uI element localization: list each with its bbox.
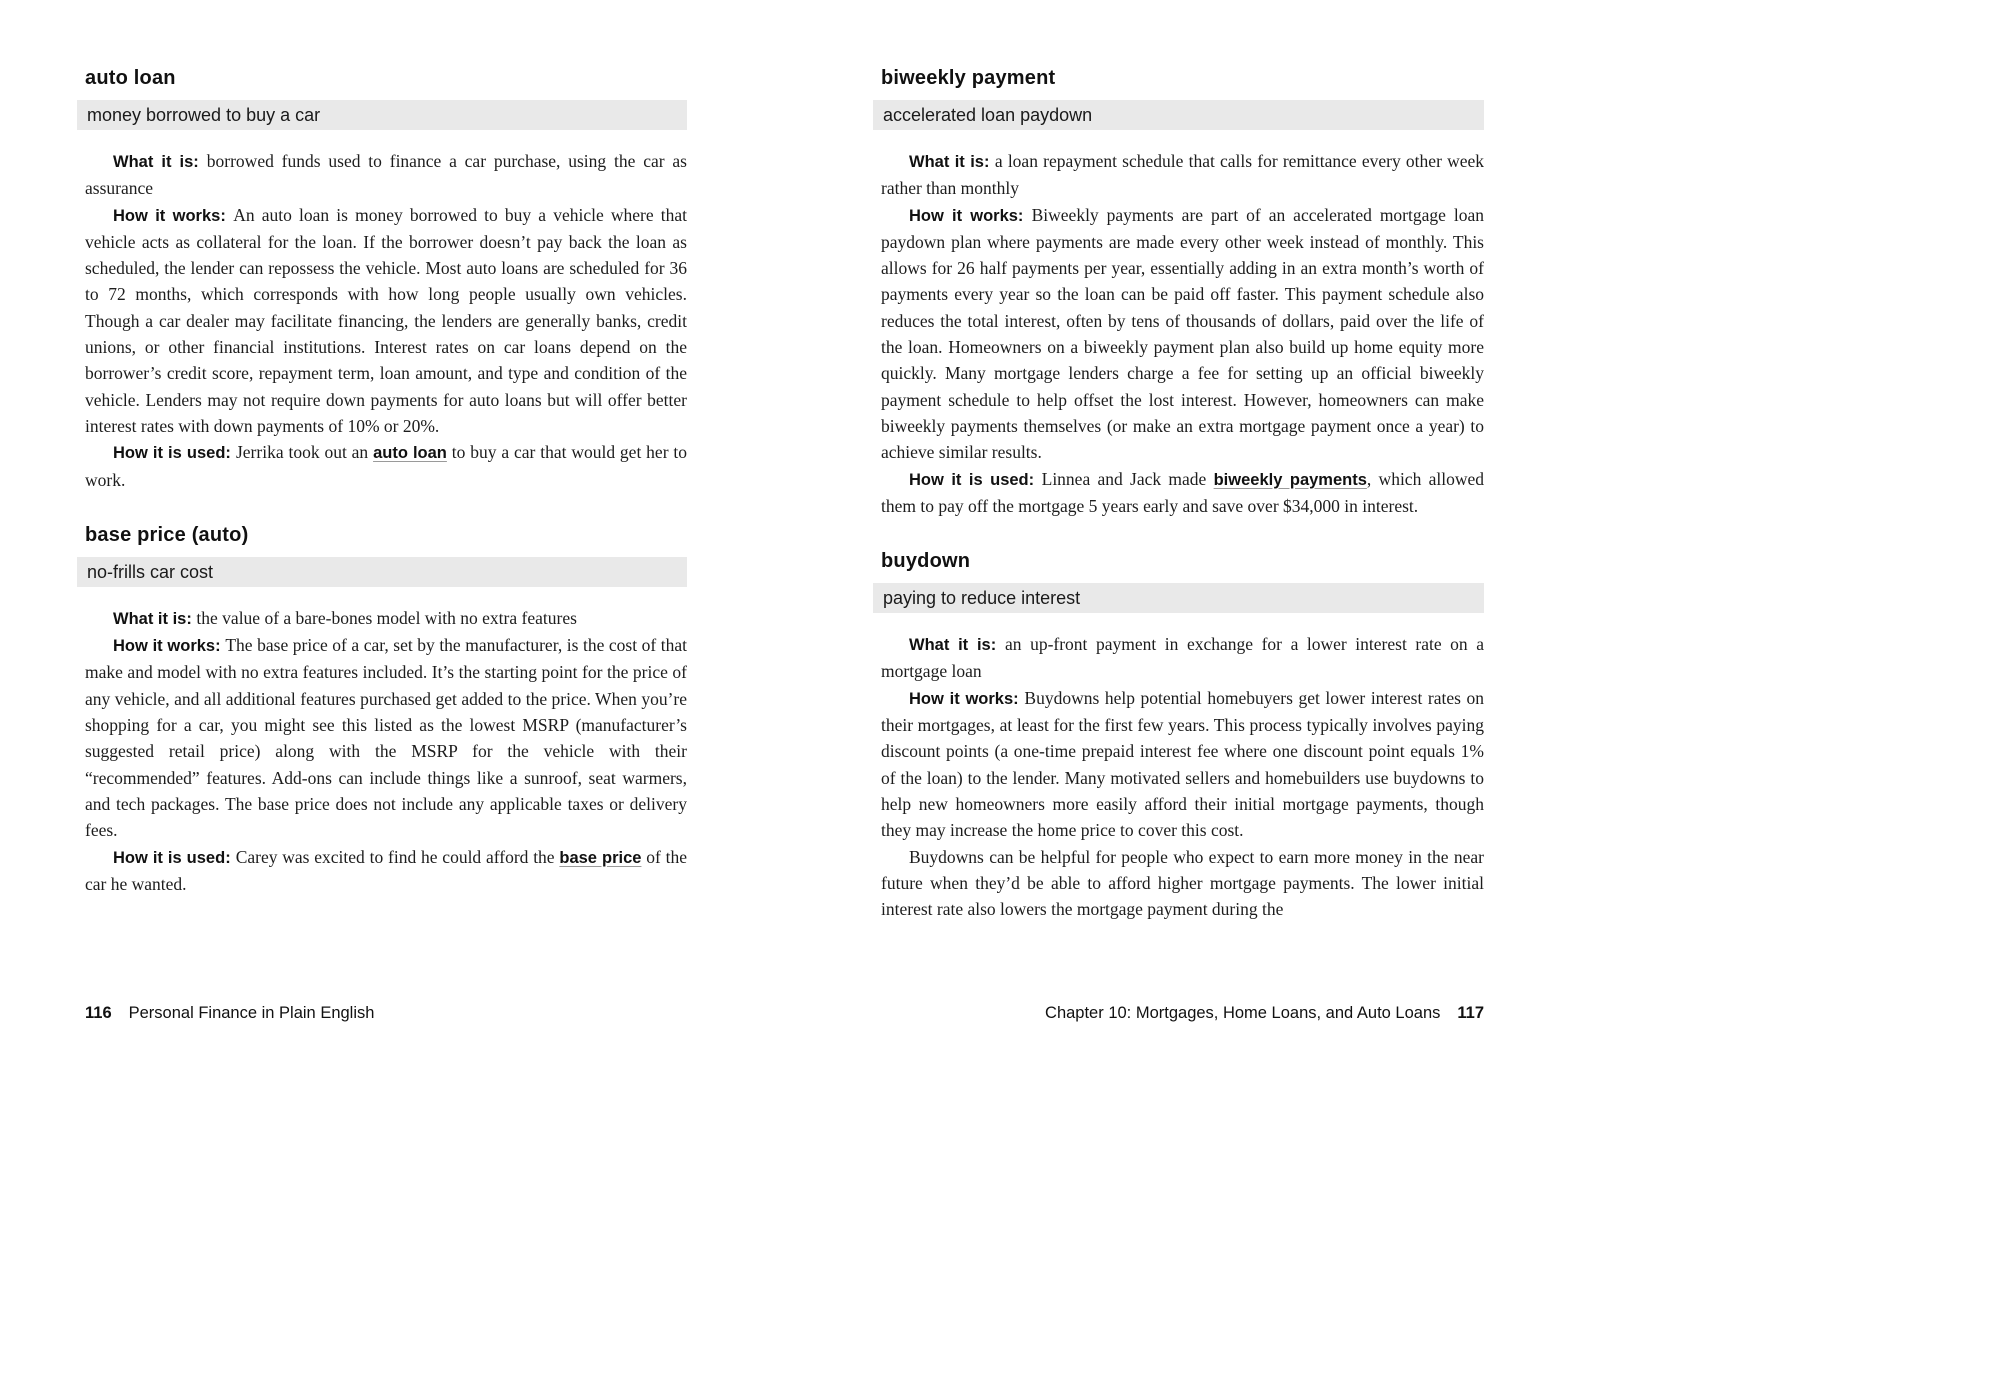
term-tagline: accelerated loan paydown xyxy=(873,100,1484,130)
bold-term-reference: biweekly payments xyxy=(1213,470,1367,489)
page-right-column xyxy=(881,66,1484,922)
body-text: , which allowed them to pay off the mortgage 5 years early and save over $34,000 in interest. xyxy=(881,468,1484,516)
body-text: Jerrika took out an xyxy=(235,442,374,463)
entry-paragraph xyxy=(85,632,687,843)
field-label: How it works: xyxy=(909,206,1032,225)
page-left-column xyxy=(85,66,687,897)
field-label: What it is: xyxy=(113,609,197,628)
term-tagline: no-frills car cost xyxy=(77,557,687,587)
entry-paragraph xyxy=(881,685,1484,844)
page-number-left: 116 xyxy=(85,1004,112,1022)
footer-right xyxy=(881,1004,1484,1023)
entry-paragraph xyxy=(85,148,687,202)
body-text: a loan repayment schedule that calls for remittance every other week rather than monthly xyxy=(881,151,1485,199)
entry-biweekly-payment xyxy=(881,66,1484,519)
entry-paragraph xyxy=(881,148,1484,202)
field-label: What it is: xyxy=(909,636,1005,655)
entry-buydown xyxy=(881,549,1484,922)
bold-term-reference: auto loan xyxy=(373,444,447,463)
footer-left xyxy=(85,1004,374,1023)
entry-paragraph xyxy=(85,202,687,440)
chapter-title: Chapter 10: Mortgages, Home Loans, and Auto Loans xyxy=(1045,1004,1441,1022)
term-heading: buydown xyxy=(881,550,971,573)
term-heading: biweekly payment xyxy=(881,67,1056,89)
field-label: What it is: xyxy=(909,153,995,171)
body-text: Carey was excited to find he could afford the xyxy=(235,846,560,867)
body-text: an up-front payment in exchange for a lower interest rate on a mortgage loan xyxy=(881,634,1484,682)
term-tagline: money borrowed to buy a car xyxy=(77,100,687,130)
body-text: Biweekly payments are part of an accelerated mortgage loan paydown plan where payments are made every other week instead of monthly. This allows for 26 half payments per year, essentially adding in an extra month’s worth of payments every year so the loan can be paid off faster. This payment schedule also reduces the total interest, often by tens of thousands of dollars, paid over the life of the loan. Homeowners on a biweekly payment plan also build up home equity more quickly. Many mortgage lenders charge a fee for setting up an official biweekly payment schedule to help offset the lost interest. However, homeowners can make biweekly payments themselves (or make an extra mortgage payment once a year) to achieve similar results. xyxy=(881,204,1484,463)
page-number-right: 117 xyxy=(1457,1004,1484,1022)
body-text: Linnea and Jack made xyxy=(1041,468,1214,489)
field-label: How it is used: xyxy=(113,444,236,463)
bold-term-reference: base price xyxy=(559,848,642,867)
body-text: borrowed funds used to finance a car purchase, using the car as assurance xyxy=(85,151,687,199)
body-text: to buy a car that would get her to work. xyxy=(85,442,687,490)
term-heading: base price (auto) xyxy=(85,523,249,546)
body-text: An auto loan is money borrowed to buy a vehicle where that vehicle acts as collateral for the loan. If the borrower doesn’t pay back the loan as scheduled, the lender can repossess the vehicle. Most auto loans are scheduled for 36 to 72 months, which corresponds with how long people usually own vehicles. Though a car dealer may facilitate financing, the lenders are generally banks, credit unions, or other financial institutions. Interest rates on car loans depend on the borrower’s credit score, repayment term, loan amount, and type and condition of the vehicle. Lenders may not require down payments for auto loans but will offer better interest rates with down payments of 10% or 20%. xyxy=(85,204,688,436)
body-text: the value of a bare-bones model with no extra features xyxy=(196,607,577,628)
term-tagline: paying to reduce interest xyxy=(873,583,1484,613)
field-label: How it works: xyxy=(113,637,226,656)
term-heading: auto loan xyxy=(85,67,176,89)
entry-paragraph xyxy=(85,844,687,898)
entry-paragraph xyxy=(881,202,1484,466)
entry-auto-loan xyxy=(85,66,687,493)
book-title: Personal Finance in Plain English xyxy=(128,1004,375,1022)
entry-paragraph xyxy=(85,439,687,493)
field-label: How it works: xyxy=(113,206,234,225)
body-text: of the car he wanted. xyxy=(85,846,687,894)
entry-paragraph xyxy=(881,466,1484,520)
field-label: How it works: xyxy=(909,689,1025,708)
entry-paragraph xyxy=(881,844,1484,923)
body-text: Buydowns help potential homebuyers get lower interest rates on their mortgages, at least for the first few years. This process typically involves paying discount points (a one-time prepaid interest fee where one discount point equals 1% of the loan) to the lender. Many motivated sellers and homebuilders use buydowns to help new homeowners more easily afford their initial mortgage payments, though they may increase the home price to cover this cost. xyxy=(881,687,1484,841)
entry-paragraph xyxy=(881,631,1484,685)
field-label: How it is used: xyxy=(113,848,236,867)
body-text: The base price of a car, set by the manufacturer, is the cost of that make and model with no extra features included. It’s the starting point for the price of any vehicle, and all additional features purchased get added to the price. When you’re shopping for a car, you might see this listed as the lowest MSRP (manufacturer’s suggested retail price) along with the MSRP for the vehicle with their “recommended” features. Add-ons can include things like a sunroof, seat warmers, and tech packages. The base price does not include any applicable taxes or delivery fees. xyxy=(85,635,687,841)
body-text: Buydowns can be helpful for people who expect to earn more money in the near future when they’d be able to afford higher mortgage payments. The lower initial interest rate also lowers the mortgage payment during the xyxy=(881,846,1484,920)
field-label: How it is used: xyxy=(909,470,1042,489)
entry-base-price-auto xyxy=(85,523,687,897)
entry-paragraph xyxy=(85,605,687,632)
field-label: What it is: xyxy=(113,153,207,171)
